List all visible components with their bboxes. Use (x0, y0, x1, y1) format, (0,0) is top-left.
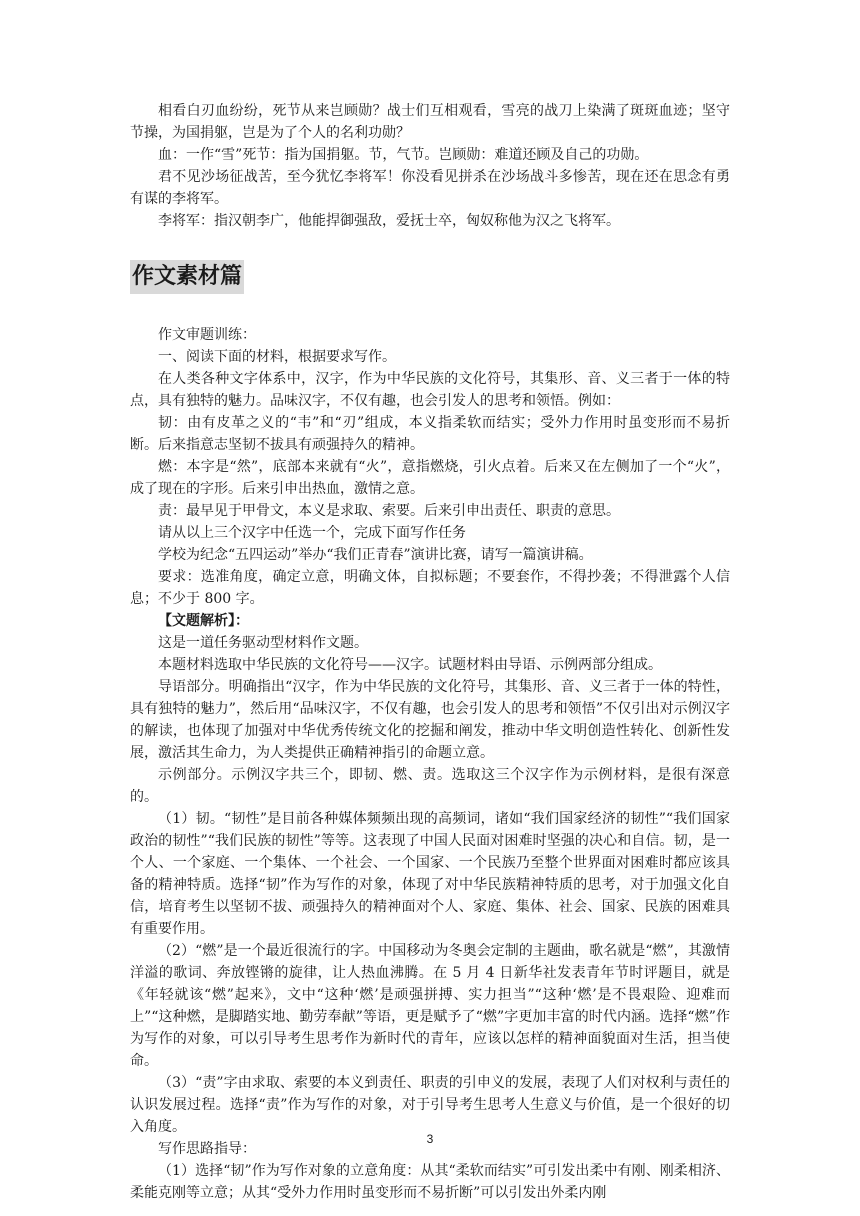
paragraph: 责：最早见于甲骨文，本义是求取、索要。后来引申出责任、职责的意思。 (158, 503, 620, 519)
paragraph: 燃：本字是“然”，底部本来就有“火”，意指燃烧，引火点着。后来又在左侧加了一个“火”，成了现在的字形。后来引申出热血，激情之意。 (130, 459, 730, 497)
page-content (130, 100, 730, 1204)
paragraph: 示例部分。示例汉字共三个，即韧、燃、责。选取这三个汉字作为示例材料，是很有深意的。 (130, 767, 730, 805)
paragraph: （3）“责”字由求取、索要的本义到责任、职责的引申义的发展，表现了人们对权利与责任的认识发展过程。选择“责”作为写作的对象，对于引导考生思考人生意义与价值，是一个很好的切入角度。 (130, 1075, 730, 1135)
paragraph: （1）选择“韧”作为写作对象的立意角度：从其“柔软而结实”可引发出柔中有刚、刚柔相济、柔能克刚等立意；从其“受外力作用时虽变形而不易折断”可以引发出外柔内刚 (130, 1163, 730, 1201)
paragraph: 这是一道任务驱动型材料作文题。 (158, 635, 368, 651)
paragraph: 作文审题训练： (158, 327, 256, 343)
paragraph: （1）韧。“韧性”是目前各种媒体频频出现的高频词，诸如“我们国家经济的韧性”“我们国家政治的韧性”“我们民族的韧性”等等。这表现了中国人民面对困难时坚强的决心和自信。韧，是一个人、一个家庭、一个集体、一个社会、一个国家、一个民族乃至整个世界面对困难时都应该具备的精神特质。选择“韧”作为写作的对象，体现了对中华民族精神特质的思考，对于加强文化自信，培育考生以坚韧不拔、顽强持久的精神面对个人、家庭、集体、社会、国家、民族的困难具有重要作用。 (130, 811, 730, 937)
paragraph: 相看白刃血纷纷，死节从来岂顾勋？战士们互相观看，雪亮的战刀上染满了斑斑血迹；坚守节操，为国捐躯，岂是为了个人的名利功勋？ (130, 103, 730, 141)
section-heading-block (130, 260, 730, 294)
paragraph: 君不见沙场征战苦，至今犹忆李将军！你没看见拼杀在沙场战斗多惨苦，现在还在思念有勇有谋的李将军。 (130, 169, 730, 207)
paragraph: 在人类各种文字体系中，汉字，作为中华民族的文化符号，其集形、音、义三者于一体的特点，具有独特的魅力。品味汉字，不仅有趣，也会引发人的思考和领悟。例如： (130, 371, 730, 409)
paragraph: 李将军：指汉朝李广，他能捍御强敌，爱抚士卒，匈奴称他为汉之飞将军。 (158, 213, 620, 229)
paragraph: 本题材料选取中华民族的文化符号——汉字。试题材料由导语、示例两部分组成。 (158, 657, 662, 673)
page-number: 3 (426, 1132, 434, 1146)
section-heading: 作文素材篇 (130, 260, 244, 294)
analysis-label: 【文题解析】： (158, 613, 249, 629)
paragraph: 一、阅读下面的材料，根据要求写作。 (158, 349, 396, 365)
paragraph: 韧：由有皮革之义的“韦”和“刃”组成，本义指柔软而结实；受外力作用时虽变形而不易折断。后来指意志坚韧不拔具有顽强持久的精神。 (130, 415, 730, 453)
paragraph: 学校为纪念“五四运动”举办“我们正青春”演讲比赛，请写一篇演讲稿。 (158, 547, 593, 563)
paragraph: 写作思路指导： (158, 1141, 256, 1157)
paragraph: 请从以上三个汉字中任选一个，完成下面写作任务 (158, 525, 466, 541)
paragraph: 要求：选准角度，确定立意，明确文体，自拟标题；不要套作，不得抄袭；不得泄露个人信息；不少于 800 字。 (130, 569, 730, 607)
paragraph: （2）“燃”是一个最近很流行的字。中国移动为冬奥会定制的主题曲，歌名就是“燃”，其激情洋溢的歌词、奔放铿锵的旋律，让人热血沸腾。在 5 月 4 日新华社发表青年节时评题目，就是《年轻就该“燃”起来》，文中“这种‘燃’是顽强拼搏、实力担当”“这种‘燃’是不畏艰险、迎难而上”“这种燃，是脚踏实地、勤劳奉献”等语，更是赋予了“燃”字更加丰富的时代内涵。选择“燃”作为写作的对象，可以引导考生思考作为新时代的青年，应该以怎样的精神面貌面对生活，担当使命。 (130, 943, 730, 1069)
paragraph: 导语部分。明确指出“汉字，作为中华民族的文化符号，其集形、音、义三者于一体的特性，具有独特的魅力”，然后用“品味汉字，不仅有趣，也会引发人的思考和领悟”不仅引出对示例汉字的解读，也体现了加强对中华优秀传统文化的挖掘和阐发，推动中华文明创造性转化、创新性发展，激活其生命力，为人类提供正确精神指引的命题立意。 (130, 679, 730, 761)
paragraph: 血：一作“雪”死节：指为国捐躯。节，气节。岂顾勋：难道还顾及自己的功勋。 (158, 147, 649, 163)
